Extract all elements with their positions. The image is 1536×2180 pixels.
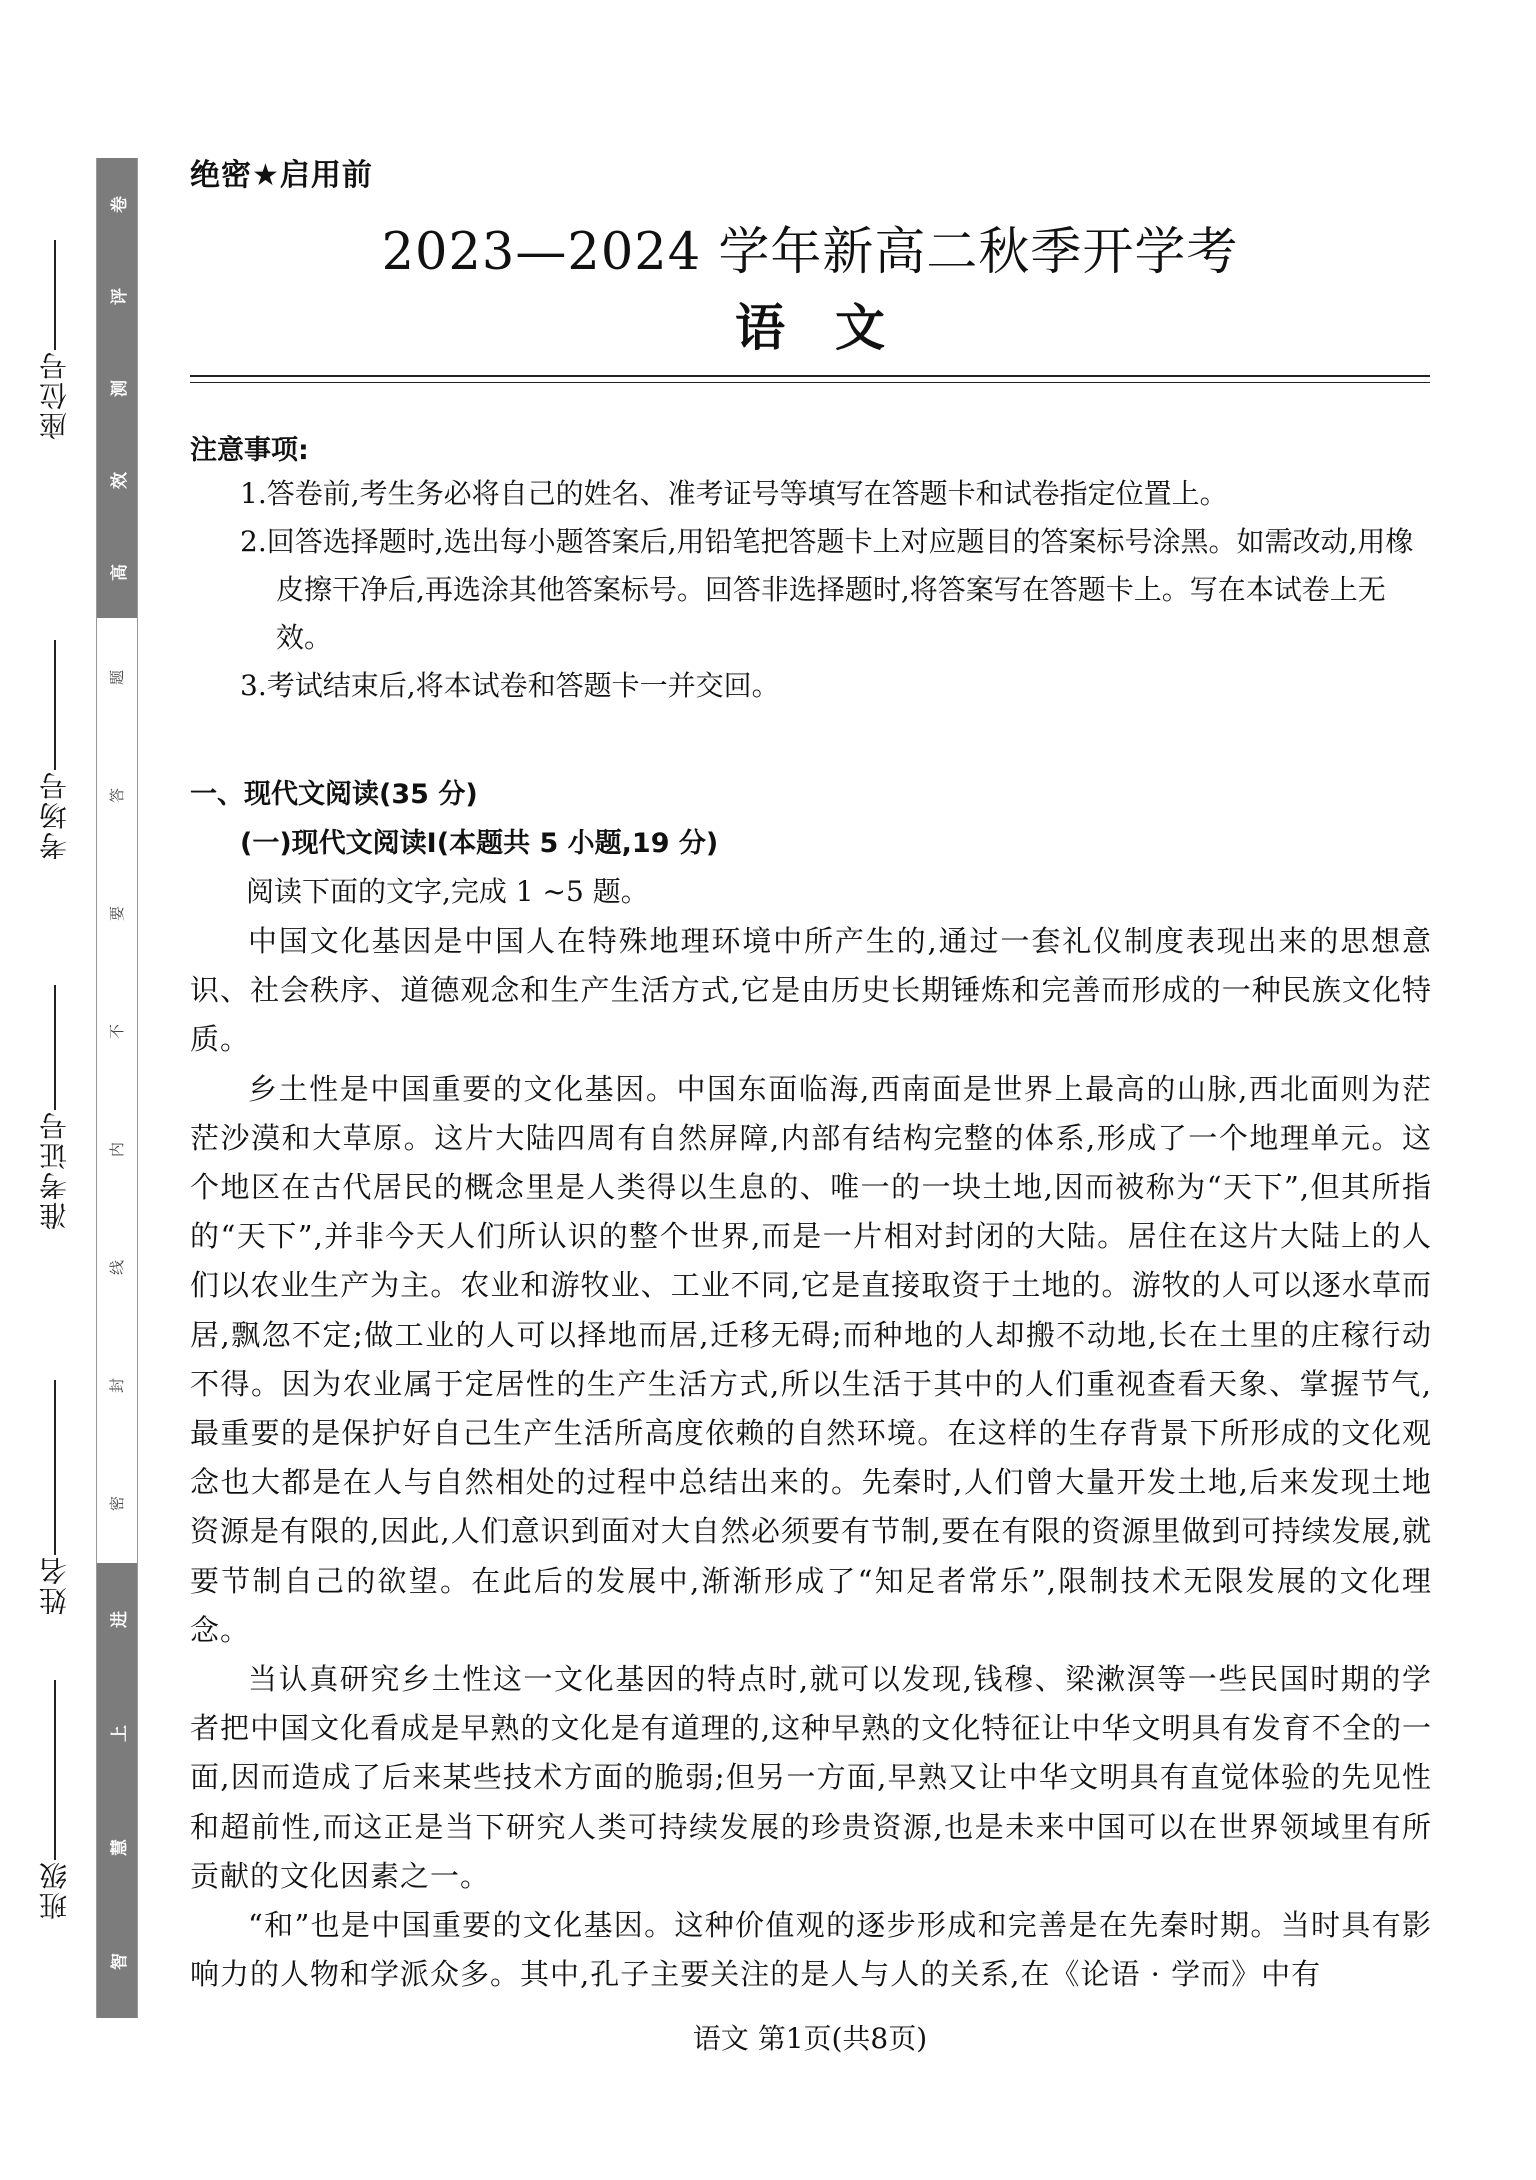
page-footer: 语文 第1页(共8页) bbox=[692, 2022, 928, 2055]
name-field[interactable] bbox=[30, 1380, 80, 1615]
margin-char: 答 bbox=[108, 787, 127, 803]
reading-passage bbox=[190, 917, 1432, 1999]
ticket-number-field[interactable] bbox=[30, 985, 80, 1230]
margin-char: 进 bbox=[109, 1611, 130, 1629]
margin-char: 线 bbox=[108, 1260, 127, 1276]
class-label: 班级 bbox=[38, 1860, 71, 1920]
seat-number-field[interactable] bbox=[30, 240, 80, 440]
subsection-heading: (一)现代文阅读Ⅰ(本题共 5 小题,19 分) bbox=[240, 828, 719, 859]
margin-char: 封 bbox=[108, 1378, 127, 1394]
margin-char: 卷 bbox=[109, 195, 130, 213]
header-rule bbox=[190, 375, 1430, 377]
margin-char: 密 bbox=[108, 1496, 127, 1512]
name-label: 姓名 bbox=[38, 1555, 71, 1615]
passage-paragraph: “和”也是中国重要的文化基因。这种价值观的逐步形成和完善是在先秦时期。当时具有影响力的人物和学派众多。其中,孔子主要关注的是人与人的关系,在《论语 · 学而》中有 bbox=[190, 1908, 1432, 1992]
page-title: 2023—2024 学年新高二秋季开学考 bbox=[381, 223, 1239, 282]
notice-heading: 注意事项: bbox=[190, 435, 309, 466]
margin-char: 不 bbox=[108, 1023, 127, 1039]
margin-strip bbox=[96, 158, 138, 2018]
margin-char: 评 bbox=[109, 287, 130, 305]
margin-seal-line bbox=[97, 618, 137, 1563]
margin-char: 要 bbox=[108, 905, 127, 921]
exam-room-field[interactable] bbox=[30, 640, 80, 860]
passage-paragraph: 乡土性是中国重要的文化基因。中国东面临海,西南面是世界上最高的山脉,西北面则为茫茫沙漠和大草原。这片大陆四周有自然屏障,内部有结构完整的体系,形成了一个地理单元。这个地区在古代居民的概念里是人类得以生息的、唯一的一块土地,因而被称为“天下”,但其所指的“天下”,并非今天人们所认识的整个世界,而是一片相对封闭的大陆。居住在这片大陆上的人们以农业生产为主。农业和游牧业、工业不同,它是直接取资于土地的。游牧的人可以逐水草而居,飘忽不定;做工业的人可以择地而居,迁移无碍;而种地的人却搬不动地,长在土里的庄稼行动不得。因为农业属于定居性的生产生活方式,所以生活于其中的人们重视查看天象、掌握节气,最重要的是保护好自己生产生活所高度依赖的自然环境。在这样的生存背景下所形成的文化观念也大都是在人与自然相处的过程中总结出来的。先秦时,人们曾大量开发土地,后来发现土地资源是有限的,因此,人们意识到面对大自然必须要有节制,要在有限的资源里做到可持续发展,就要节制自己的欲望。在此后的发展中,渐渐形成了“知足者常乐”,限制技术无限发展的文化理念。 bbox=[190, 1071, 1432, 1647]
margin-char: 效 bbox=[109, 471, 130, 489]
class-field[interactable] bbox=[30, 1680, 80, 1920]
margin-char: 慧 bbox=[109, 1838, 130, 1856]
reading-instruction: 阅读下面的文字,完成 1 ~5 题。 bbox=[246, 875, 649, 908]
header-rule-thin bbox=[190, 382, 1430, 383]
seat-number-label: 座位号 bbox=[38, 350, 71, 440]
margin-char: 智 bbox=[109, 1952, 130, 1970]
ticket-number-label: 准考证号 bbox=[38, 1110, 71, 1230]
notice-item: 2.回答选择题时,选出每小题答案后,用铅笔把答题卡上对应题目的答案标号涂黑。如需改动,用橡皮擦干净后,再选涂其他答案标号。回答非选择题时,将答案写在答题卡上。写在本试卷上无效。 bbox=[240, 525, 1414, 654]
notice-item: 3.考试结束后,将本试卷和答题卡一并交回。 bbox=[240, 669, 780, 702]
exam-room-label: 考场号 bbox=[38, 770, 71, 860]
margin-char: 题 bbox=[108, 669, 127, 685]
margin-grey-top bbox=[97, 158, 137, 618]
confidential-mark: 绝密★启用前 bbox=[190, 158, 373, 193]
margin-grey-bottom bbox=[97, 1563, 137, 2018]
notice-list bbox=[190, 470, 1440, 710]
passage-paragraph: 当认真研究乡土性这一文化基因的特点时,就可以发现,钱穆、梁漱溟等一些民国时期的学者把中国文化看成是早熟的文化是有道理的,这种早熟的文化特征让中华文明具有发育不全的一面,因而造成了后来某些技术方面的脆弱;但另一方面,早熟又让中华文明具有直觉体验的先见性和超前性,而这正是当下研究人类可持续发展的珍贵资源,也是未来中国可以在世界领域里有所贡献的文化因素之一。 bbox=[190, 1662, 1432, 1893]
margin-char: 高 bbox=[109, 563, 130, 581]
passage-paragraph: 中国文化基因是中国人在特殊地理环境中所产生的,通过一套礼仪制度表现出来的思想意识、社会秩序、道德观念和生产生活方式,它是由历史长期锤炼和完善而形成的一种民族文化特质。 bbox=[190, 924, 1432, 1057]
margin-char: 上 bbox=[109, 1725, 130, 1743]
subject-title: 语文 bbox=[735, 299, 935, 357]
section-heading: 一、现代文阅读(35 分) bbox=[190, 779, 478, 810]
margin-char: 测 bbox=[109, 379, 130, 397]
notice-item: 1.答卷前,考生务必将自己的姓名、准考证号等填写在答题卡和试卷指定位置上。 bbox=[240, 477, 1228, 510]
margin-char: 内 bbox=[108, 1142, 127, 1158]
